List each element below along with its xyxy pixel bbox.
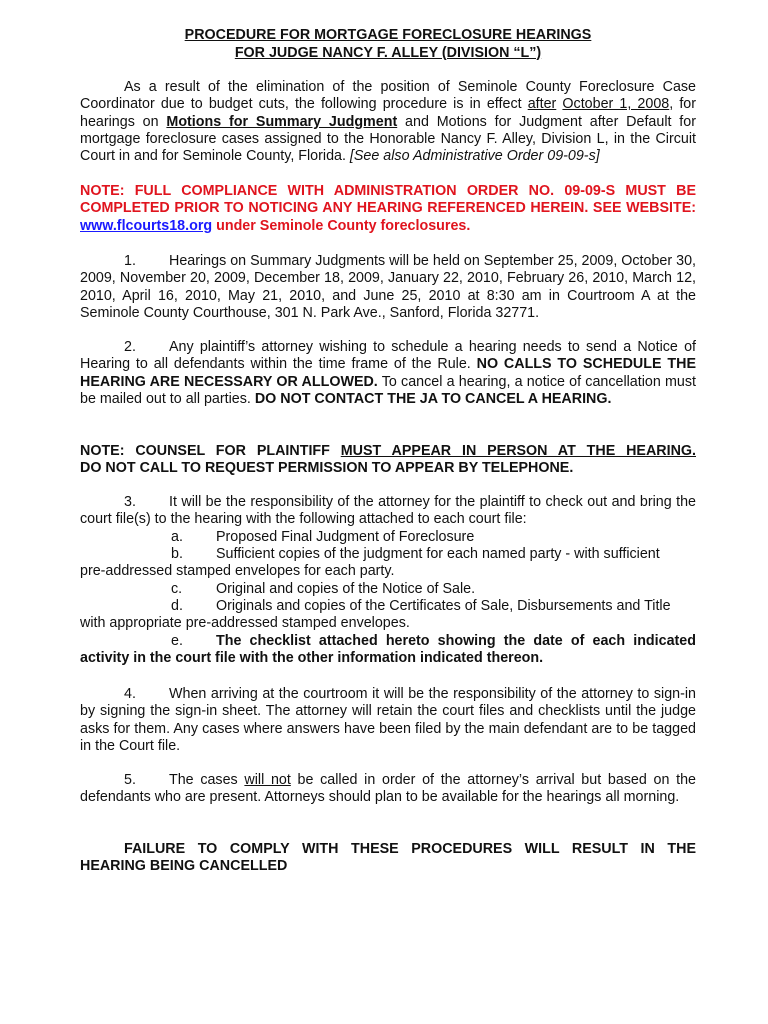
item-1-number: 1. bbox=[124, 253, 136, 269]
intro-motions: Motions for Summary Judgment bbox=[166, 113, 398, 130]
item-5-text-1: The cases bbox=[169, 772, 245, 788]
note2-line-2: DO NOT CALL TO REQUEST PERMISSION TO APPEAR BY TELEPHONE. bbox=[80, 460, 574, 477]
item-2 bbox=[80, 339, 696, 408]
item-2-text-2: To cancel a hearing, a notice of cancellation must be mailed out to all parties. bbox=[80, 373, 696, 407]
item-5-will-not: will not bbox=[244, 772, 291, 788]
note1-text: NOTE: FULL COMPLIANCE WITH ADMINISTRATION ORDER NO. 09-09-S MUST BE COMPLETED PRIOR TO NOTICING ANY HEARING REFERENCED HEREIN. SEE WEBSITE: bbox=[80, 183, 696, 217]
item-5-text-2: be called in order of the attorney’s arrival but based on the defendants who are present. Attorneys should plan to be available for the hearings all morning. bbox=[80, 772, 697, 806]
title-line-1: PROCEDURE FOR MORTGAGE FORECLOSURE HEARINGS bbox=[184, 27, 592, 43]
item-2-no-calls: NO CALLS TO SCHEDULE THE HEARING ARE NECESSARY OR ALLOWED. bbox=[80, 356, 696, 390]
title-line-2: FOR JUDGE NANCY F. ALLEY (DIVISION “L”) bbox=[234, 44, 542, 61]
item-2-text-1: Any plaintiff’s attorney wishing to schedule a hearing needs to send a Notice of Hearing to all defendants within the time frame of the Rule. bbox=[80, 339, 696, 373]
note2-line-1: NOTE: COUNSEL FOR PLAINTIFF MUST APPEAR IN PERSON AT THE HEARING. bbox=[80, 443, 696, 459]
item-4-text: When arriving at the courtroom it will be the responsibility of the attorney to sign-in by signing the sign-in sheet. The attorney will retain the court files and checklists until the judge asks for them. Any cases where answers have been filed by the main defendant are to be tagged in the Court file. bbox=[80, 686, 696, 754]
note1-after: under Seminole County foreclosures. bbox=[212, 217, 471, 234]
item-3-text: It will be the responsibility of the attorney for the plaintiff to check out and bring the court file(s) to the hearing with the following attached to each court file: bbox=[80, 494, 696, 528]
intro-date: October 1, 2008 bbox=[562, 96, 670, 113]
intro-paragraph bbox=[80, 79, 696, 165]
item-3-sublist: a. Proposed Final Judgment of Foreclosure b. Sufficient copies of the judgment for each named party - with sufficient pre-addressed stamped envelopes for each party. c. Original and copies of the Notice of Sale. d. Originals and copies of the Certificates of Sale, Disbursements and Title with appropriate pre-addressed stamped envelopes. e. The checklist attached hereto showing the date of each indicated activity in the court file with the other information indicated thereon. bbox=[80, 529, 696, 666]
item-1-text: Hearings on Summary Judgments will be held on September 25, 2009, October 30, 2009, November 20, 2009, December 18, 2009, January 22, 2010, February 26, 2010, March 12, 2010, April 16, 2010, May 21, 2010, and June 25, 2010 at 8:30 am in Courtroom A at the Seminole County Courthouse, 301 N. Park Ave., Sanford, Florida 32771. bbox=[80, 253, 696, 321]
item-2-do-not-contact: DO NOT CONTACT THE JA TO CANCEL A HEARING. bbox=[254, 390, 612, 407]
closing-line-1: FAILURE TO COMPLY WITH THESE PROCEDURES WILL RESULT IN THE bbox=[124, 841, 696, 857]
compliance-note bbox=[80, 183, 696, 235]
page-title bbox=[80, 27, 696, 62]
intro-text-3: and Motions for Judgment after Default for mortgage foreclosure cases assigned to the Honorable Nancy F. Alley, Division L, in the Circuit Court in and for Seminole County, Florida. bbox=[80, 113, 696, 165]
website-link[interactable]: www.flcourts18.org bbox=[80, 217, 213, 234]
intro-see-also: [See also Administrative Order 09-09-s] bbox=[349, 148, 600, 165]
item-2-number: 2. bbox=[124, 339, 136, 355]
item-3-number: 3. bbox=[124, 494, 136, 510]
appearance-note bbox=[80, 443, 696, 478]
item-4-number: 4. bbox=[124, 686, 136, 702]
item-5 bbox=[80, 772, 696, 807]
closing-warning bbox=[80, 841, 696, 876]
item-5-number: 5. bbox=[124, 772, 136, 788]
note2-must-appear: MUST APPEAR IN PERSON AT THE HEARING. bbox=[340, 443, 696, 459]
closing-line-2: HEARING BEING CANCELLED bbox=[80, 858, 288, 875]
intro-text-2: , for hearings on bbox=[80, 96, 697, 130]
intro-after: after bbox=[527, 96, 557, 113]
item-3 bbox=[80, 494, 696, 529]
item-4 bbox=[80, 686, 696, 755]
item-1 bbox=[80, 253, 696, 322]
intro-text-1: As a result of the elimination of the position of Seminole County Foreclosure Case Coordinator due to budget cuts, the following procedure is in effect bbox=[80, 79, 696, 113]
